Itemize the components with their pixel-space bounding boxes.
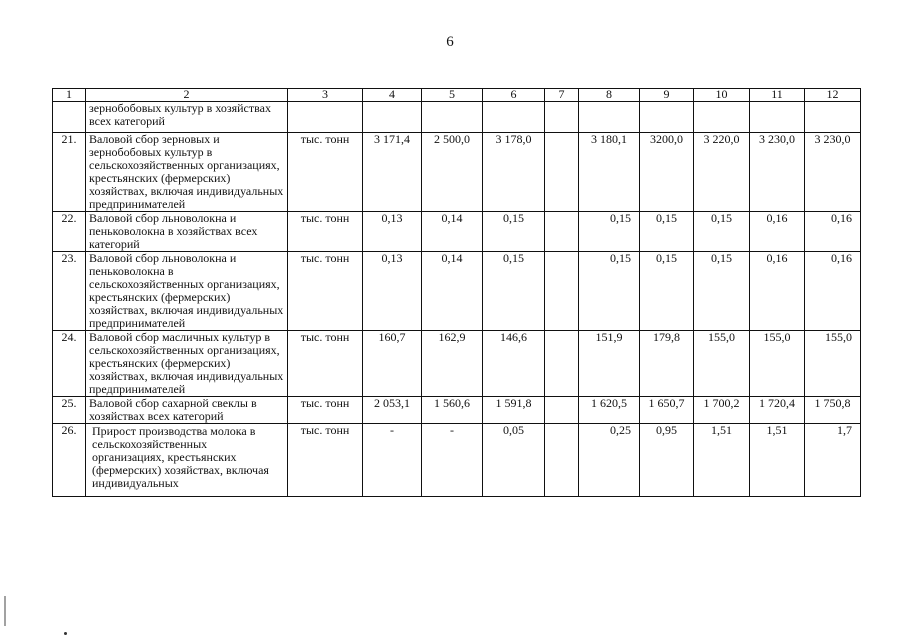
value-cell: 155,0 xyxy=(694,331,750,397)
value-cell: 3 230,0 xyxy=(805,133,861,212)
value-cell: 3 178,0 xyxy=(483,133,545,212)
value-cell xyxy=(545,424,579,497)
table-row xyxy=(53,397,861,424)
value-cell: 1 560,6 xyxy=(422,397,483,424)
value-cell xyxy=(483,102,545,133)
value-cell: 0,15 xyxy=(640,212,694,252)
column-number: 9 xyxy=(640,89,694,102)
column-number: 2 xyxy=(86,89,288,102)
value-cell: 1 700,2 xyxy=(694,397,750,424)
unit-cell: тыс. тонн xyxy=(288,424,363,497)
description-cell: Валовой сбор льноволокна и пеньковолокна в сельскохозяйственных организациях, крестьянских (фермерских) хозяйствах, включая индивидуальных предпринимателей xyxy=(86,252,288,331)
value-cell: 0,15 xyxy=(640,252,694,331)
unit-cell: тыс. тонн xyxy=(288,212,363,252)
row-number-cell: 24. xyxy=(53,331,86,397)
value-cell: 179,8 xyxy=(640,331,694,397)
unit-cell: тыс. тонн xyxy=(288,133,363,212)
value-cell: 0,16 xyxy=(805,252,861,331)
value-cell xyxy=(545,212,579,252)
row-number-cell: 22. xyxy=(53,212,86,252)
value-cell: 3200,0 xyxy=(640,133,694,212)
value-cell: 151,9 xyxy=(579,331,640,397)
description-cell: зернобобовых культур в хозяйствах всех категорий xyxy=(86,102,288,133)
value-cell: 0,05 xyxy=(483,424,545,497)
column-number: 11 xyxy=(750,89,805,102)
value-cell: 0,15 xyxy=(483,252,545,331)
value-cell: 0,15 xyxy=(579,252,640,331)
table-row xyxy=(53,424,861,497)
value-cell: 3 171,4 xyxy=(363,133,422,212)
table-row xyxy=(53,252,861,331)
value-cell xyxy=(545,133,579,212)
indicators-table xyxy=(52,88,861,497)
scan-speck xyxy=(64,632,67,635)
unit-cell: тыс. тонн xyxy=(288,331,363,397)
value-cell: 0,16 xyxy=(750,212,805,252)
unit-cell xyxy=(288,102,363,133)
value-cell xyxy=(545,102,579,133)
table-row xyxy=(53,133,861,212)
description-cell: Валовой сбор льноволокна и пеньковолокна в хозяйствах всех категорий xyxy=(86,212,288,252)
value-cell: 0,14 xyxy=(422,212,483,252)
table-row xyxy=(53,331,861,397)
value-cell: 0,13 xyxy=(363,212,422,252)
value-cell: - xyxy=(363,424,422,497)
value-cell: 0,14 xyxy=(422,252,483,331)
value-cell: 0,15 xyxy=(694,252,750,331)
column-number: 1 xyxy=(53,89,86,102)
row-number-cell xyxy=(53,102,86,133)
value-cell xyxy=(750,102,805,133)
value-cell: 0,25 xyxy=(579,424,640,497)
value-cell: 1 720,4 xyxy=(750,397,805,424)
value-cell: 3 230,0 xyxy=(750,133,805,212)
unit-cell: тыс. тонн xyxy=(288,252,363,331)
value-cell: 1 750,8 xyxy=(805,397,861,424)
description-cell: Валовой сбор сахарной свеклы в хозяйствах всех категорий xyxy=(86,397,288,424)
row-number-cell: 25. xyxy=(53,397,86,424)
value-cell: 3 180,1 xyxy=(579,133,640,212)
row-number-cell: 23. xyxy=(53,252,86,331)
value-cell: 1 591,8 xyxy=(483,397,545,424)
description-text: Прирост производства молока в сельскохозяйственных организациях, крестьянских (фермерских) хозяйствах, включая индивидуальных xyxy=(92,424,269,490)
value-cell: 162,9 xyxy=(422,331,483,397)
value-cell: 1,51 xyxy=(694,424,750,497)
column-number: 5 xyxy=(422,89,483,102)
row-number-cell: 21. xyxy=(53,133,86,212)
scan-edge-mark xyxy=(4,596,6,626)
column-number: 3 xyxy=(288,89,363,102)
table-row xyxy=(53,102,861,133)
value-cell xyxy=(545,397,579,424)
value-cell xyxy=(545,252,579,331)
column-number: 4 xyxy=(363,89,422,102)
value-cell: 2 053,1 xyxy=(363,397,422,424)
column-number: 6 xyxy=(483,89,545,102)
value-cell: 0,95 xyxy=(640,424,694,497)
description-cell: Валовой сбор масличных культур в сельскохозяйственных организациях, крестьянских (фермерских) хозяйствах, включая индивидуальных предпринимателей xyxy=(86,331,288,397)
value-cell: 0,16 xyxy=(805,212,861,252)
value-cell: 0,15 xyxy=(483,212,545,252)
value-cell: 0,15 xyxy=(694,212,750,252)
value-cell xyxy=(579,102,640,133)
value-cell xyxy=(363,102,422,133)
column-number: 10 xyxy=(694,89,750,102)
value-cell: 3 220,0 xyxy=(694,133,750,212)
value-cell: 1,51 xyxy=(750,424,805,497)
column-number: 7 xyxy=(545,89,579,102)
value-cell: 155,0 xyxy=(805,331,861,397)
value-cell xyxy=(805,102,861,133)
description-cell xyxy=(86,424,288,497)
description-cell: Валовой сбор зерновых и зернобобовых культур в сельскохозяйственных организациях, крестьянских (фермерских) хозяйствах, включая индивидуальных предпринимателей xyxy=(86,133,288,212)
value-cell: 160,7 xyxy=(363,331,422,397)
page-number: 6 xyxy=(446,34,454,50)
value-cell xyxy=(694,102,750,133)
column-number: 8 xyxy=(579,89,640,102)
value-cell: 0,15 xyxy=(579,212,640,252)
table-row xyxy=(53,212,861,252)
value-cell: 1,7 xyxy=(805,424,861,497)
value-cell xyxy=(545,331,579,397)
value-cell: 2 500,0 xyxy=(422,133,483,212)
value-cell: 1 650,7 xyxy=(640,397,694,424)
value-cell xyxy=(640,102,694,133)
value-cell: 1 620,5 xyxy=(579,397,640,424)
value-cell xyxy=(422,102,483,133)
value-cell: 0,13 xyxy=(363,252,422,331)
unit-cell: тыс. тонн xyxy=(288,397,363,424)
value-cell: 0,16 xyxy=(750,252,805,331)
value-cell: 146,6 xyxy=(483,331,545,397)
value-cell: 155,0 xyxy=(750,331,805,397)
column-number: 12 xyxy=(805,89,861,102)
column-number-row xyxy=(53,89,861,102)
value-cell: - xyxy=(422,424,483,497)
row-number-cell: 26. xyxy=(53,424,86,497)
